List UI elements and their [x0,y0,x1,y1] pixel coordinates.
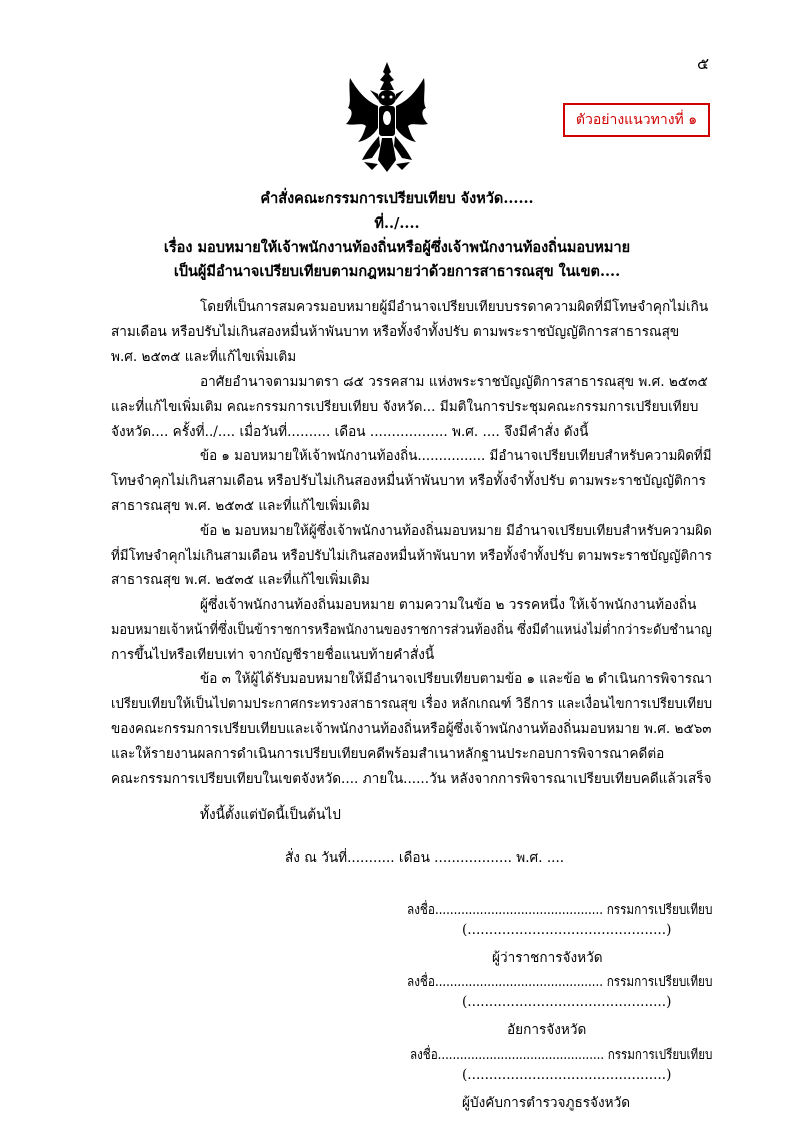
clause-1-line: ข้อ ๑ มอบหมายให้เจ้าพนักงานท้องถิ่น................ มีอำนาจเปรียบเทียบสำหรับความผิดที่มี [200,448,712,464]
sample-label: ตัวอย่างแนวทางที่ ๑ [575,112,698,128]
body-paragraph-line: และที่แก้ไขเพิ่มเติม คณะกรรมการเปรียบเทียบ จังหวัด... มีมติในการประชุมคณะกรรมการเปรียบเทียบ [111,399,699,415]
body-paragraph-line: พ.ศ. ๒๕๓๕ และที่แก้ไขเพิ่มเติม [111,349,297,365]
order-date: สั่ง ณ วันที่........... เดือน .................. พ.ศ. .... [285,850,565,866]
sample-label-box [563,103,710,137]
body-paragraph-line: โดยที่เป็นการสมควรมอบหมายผู้มีอำนาจเปรียบเทียบบรรดาความผิดที่มีโทษจำคุกไม่เกิน [200,299,709,315]
clause-3-line: คณะกรรมการเปรียบเทียบในเขตจังหวัด.... ภายใน......วัน หลังจากการพิจารณาเปรียบเทียบคดีแล้วเสร็จ [111,771,712,787]
order-subject-line2: เป็นผู้มีอำนาจเปรียบเทียบตามกฎหมายว่าด้วยการสาธารณสุข ในเขต.... [173,263,621,280]
clause-3-line: ข้อ ๓ ให้ผู้ได้รับมอบหมายให้มีอำนาจเปรียบเทียบตามข้อ ๑ และข้อ ๒ ดำเนินการพิจารณา [200,671,713,687]
body-paragraph-line: สามเดือน หรือปรับไม่เกินสองหมื่นห้าพันบาท หรือทั้งจำทั้งปรับ ตามพระราชบัญญัติการสาธารณสุข [111,324,680,340]
order-subject-line1: เรื่อง มอบหมายให้เจ้าพนักงานท้องถิ่นหรือผู้ซึ่งเจ้าพนักงานท้องถิ่นมอบหมาย [163,239,631,256]
clause-3-line: เปรียบเทียบให้เป็นไปตามประกาศกระทรวงสาธารณสุข เรื่อง หลักเกณฑ์ วิธีการ และเงื่อนไขการเปรียบเทียบ [111,696,713,712]
signature-line-3: ลงชื่อ............................................. กรรมการเปรียบเทียบ [410,1047,713,1063]
clause-2-line: ข้อ ๒ มอบหมายให้ผู้ซึ่งเจ้าพนักงานท้องถิ่นมอบหมาย มีอำนาจเปรียบเทียบสำหรับความผิด [200,523,712,539]
garuda-emblem-icon [342,60,432,178]
effective-statement: ทั้งนี้ตั้งแต่บัดนี้เป็นต้นไป [200,807,341,823]
signature-name-3: (..............................................) [462,1067,672,1083]
signature-name-1: (..............................................) [462,922,672,938]
clause-3-line: และให้รายงานผลการดำเนินการเปรียบเทียบคดีพร้อมสำเนาหลักฐานประกอบการพิจารณาคดีต่อ [111,746,665,762]
signature-line-2: ลงชื่อ............................................. กรรมการเปรียบเทียบ [407,974,713,990]
clause-1-line: โทษจำคุกไม่เกินสามเดือน หรือปรับไม่เกินสองหมื่นห้าพันบาท หรือทั้งจำทั้งปรับ ตามพระราชบัญญัติการ [111,473,706,489]
order-number: ที่../.... [374,215,420,232]
signature-position-3: ผู้บังคับการตำรวจภูธรจังหวัด [462,1095,631,1111]
clause-2-para2-line: การขึ้นไปหรือเทียบเท่า จากบัญชีรายชื่อแนบท้ายคำสั่งนี้ [111,647,435,663]
order-title: คำสั่งคณะกรรมการเปรียบเทียบ จังหวัด...... [260,190,534,207]
page-number: ๕ [697,54,710,73]
body-paragraph-line: อาศัยอำนาจตามมาตรา ๘๕ วรรคสาม แห่งพระราชบัญญัติการสาธารณสุข พ.ศ. ๒๕๓๕ [200,374,708,390]
clause-2-line: สาธารณสุข พ.ศ. ๒๕๓๕ และที่แก้ไขเพิ่มเติม [111,572,370,588]
clause-2-para2-line: มอบหมายเจ้าหน้าที่ซึ่งเป็นข้าราชการหรือพนักงานของราชการส่วนท้องถิ่น ซึ่งมีตำแหน่งไม่ต่ำกว่าระดับชำนาญ [111,622,712,638]
clause-2-line: ที่มีโทษจำคุกไม่เกินสามเดือน หรือปรับไม่เกินสองหมื่นห้าพันบาท หรือทั้งจำทั้งปรับ ตามพระราชบัญญัติการ [111,548,712,564]
clause-2-para2-line: ผู้ซึ่งเจ้าพนักงานท้องถิ่นมอบหมาย ตามความในข้อ ๒ วรรคหนึ่ง ให้เจ้าพนักงานท้องถิ่น [200,597,697,613]
signature-name-2: (..............................................) [462,994,672,1010]
clause-3-line: ของคณะกรรมการเปรียบเทียบและเจ้าพนักงานท้องถิ่นหรือผู้ซึ่งเจ้าพนักงานท้องถิ่นมอบหมาย พ.ศ. ๒๕๖๓ [111,721,712,737]
signature-position-2: อัยการจังหวัด [507,1022,587,1038]
clause-1-line: สาธารณสุข พ.ศ. ๒๕๓๕ และที่แก้ไขเพิ่มเติม [111,498,370,514]
signature-position-1: ผู้ว่าราชการจังหวัด [492,950,603,966]
body-paragraph-line: จังหวัด.... ครั้งที่../.... เมื่อวันที่.......... เดือน .................. พ.ศ. .... จึงมีคำสั่ง ดังนี้ [111,424,589,440]
signature-line-1: ลงชื่อ............................................. กรรมการเปรียบเทียบ [407,902,713,918]
